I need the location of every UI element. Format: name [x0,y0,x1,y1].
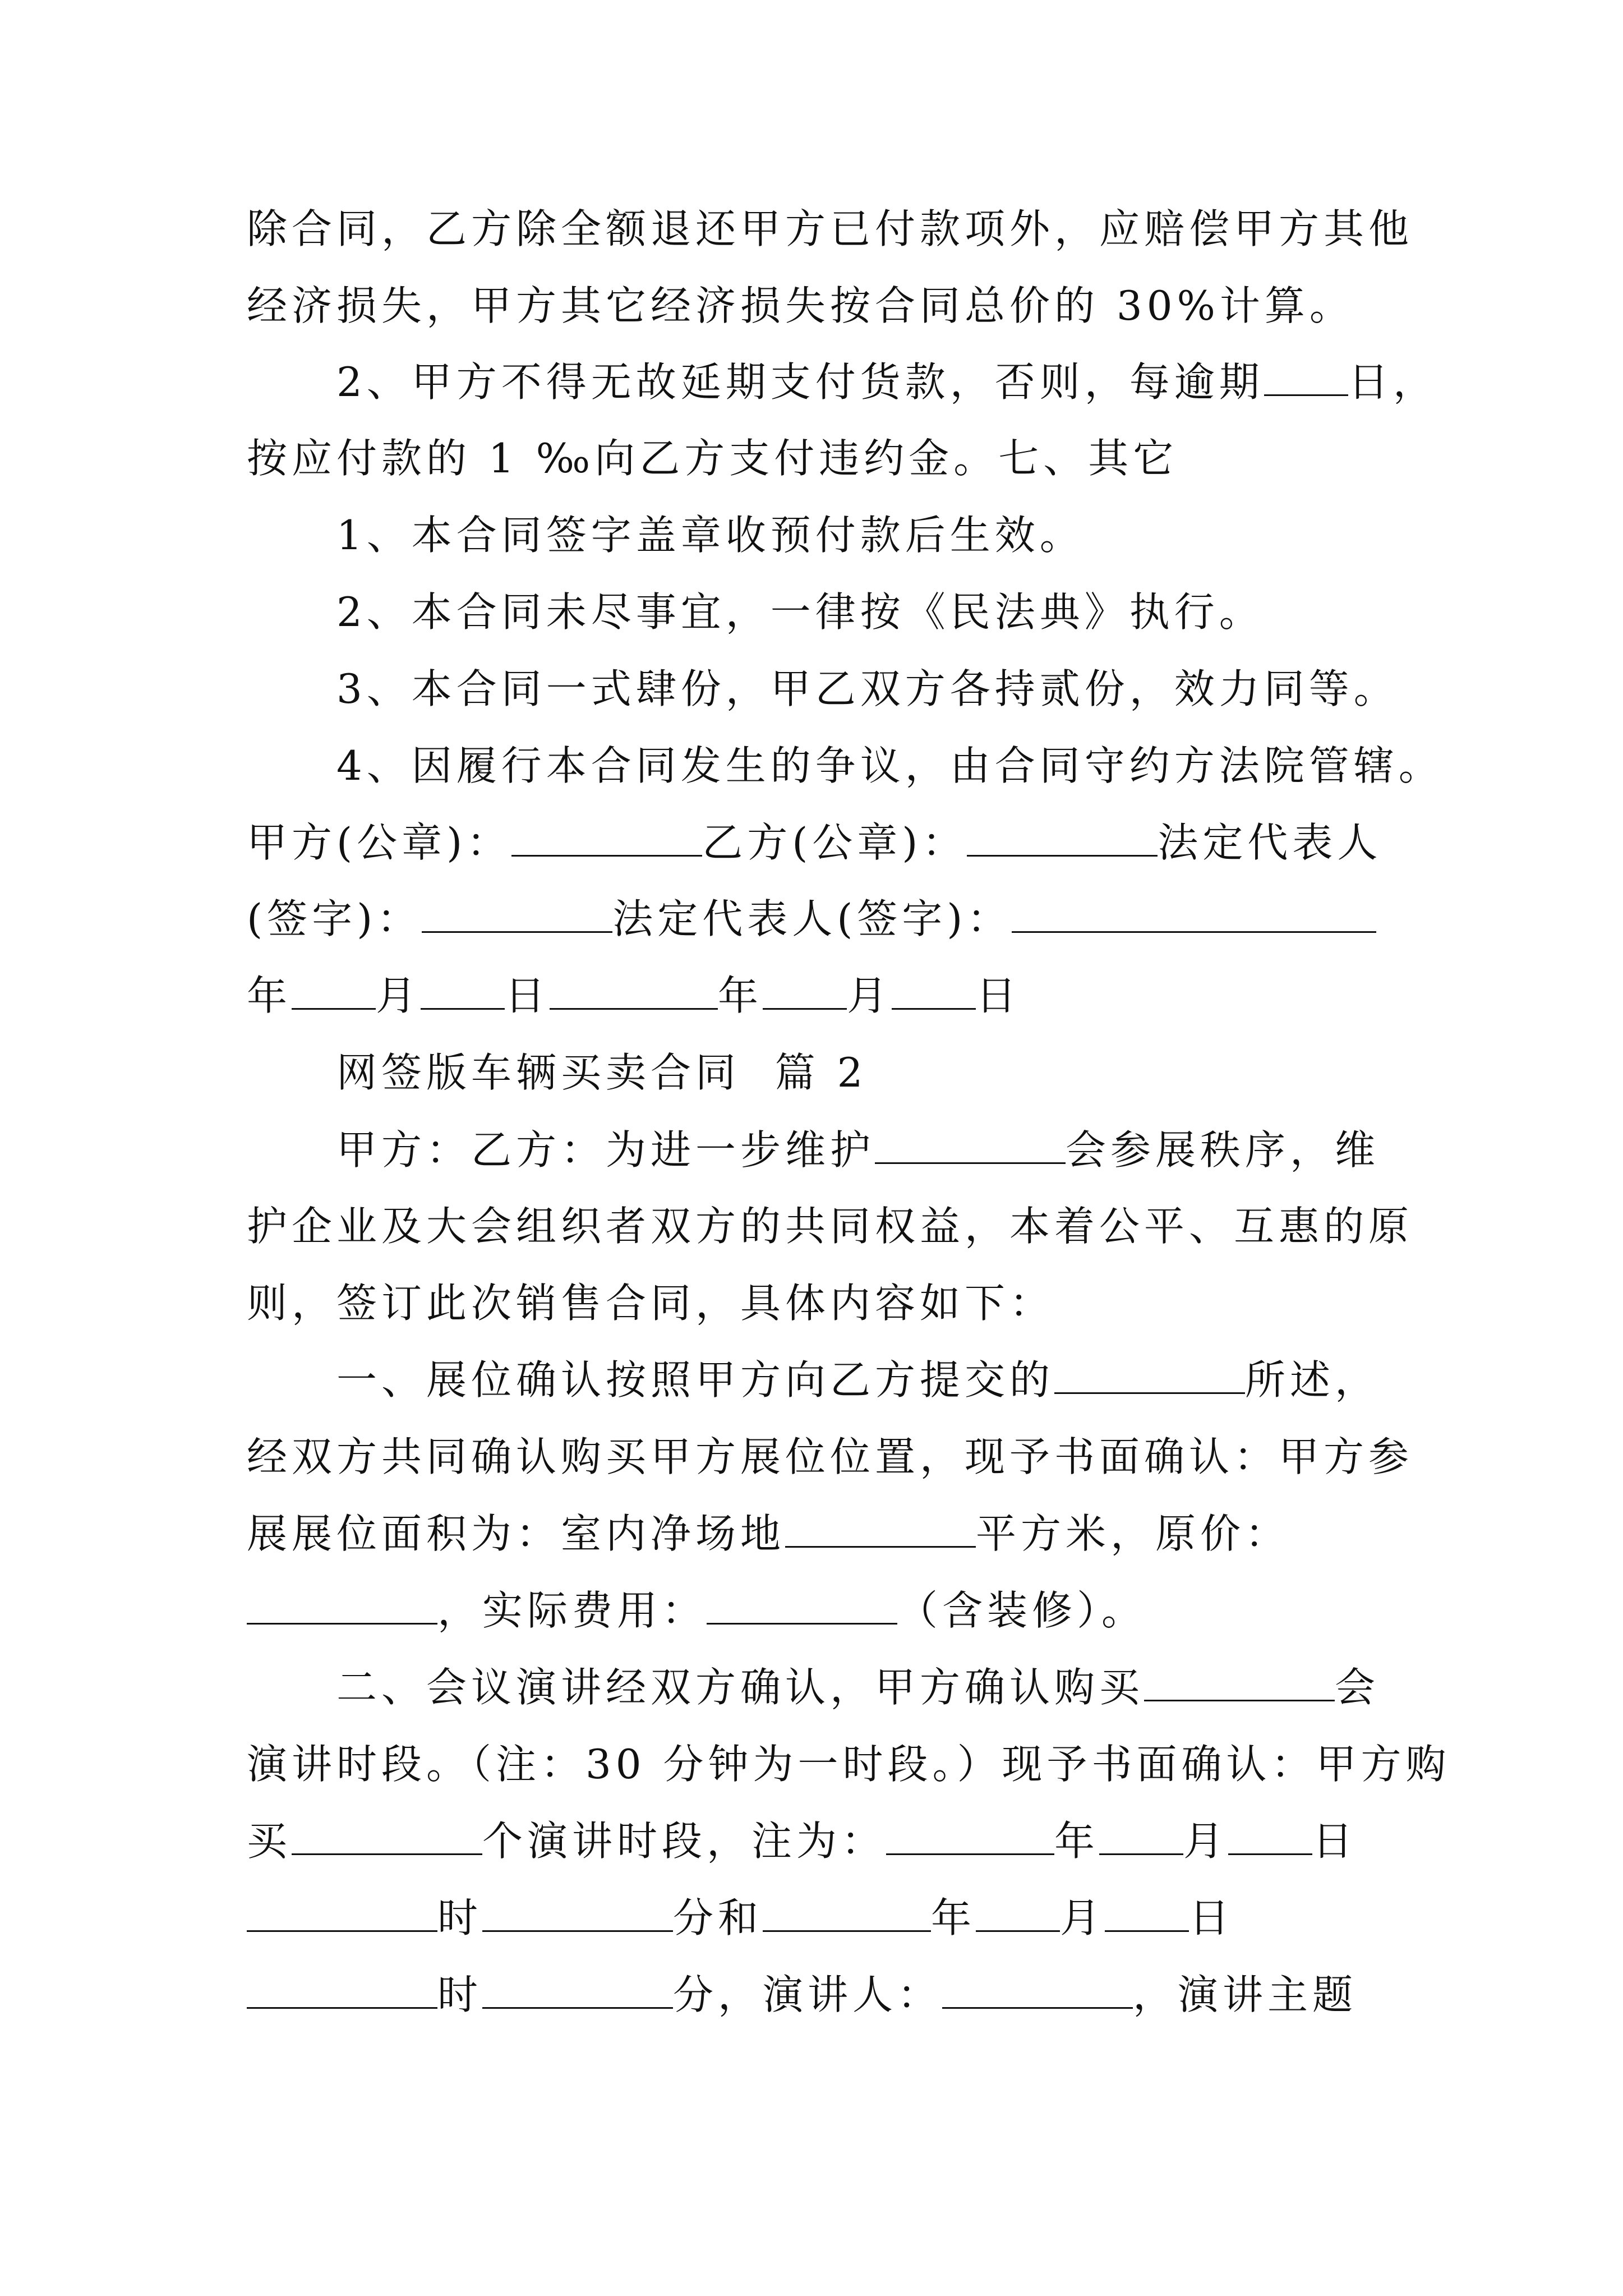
section-title [336,1050,867,1095]
text-run: 分，演讲人： [673,1971,943,2018]
blank-underline [292,973,376,1010]
blank-underline [875,1128,1066,1164]
blank-underline [886,1819,1054,1855]
text-line [247,1819,1357,1864]
blank-underline [247,1895,437,1932]
text-line [247,1204,1413,1249]
text-run: 日 [1312,1818,1358,1865]
text-line [336,1665,1380,1710]
text-run: 平方米，原价： [976,1510,1290,1557]
text-run: 个演讲时段，注为： [482,1818,887,1865]
blank-underline [292,1819,482,1855]
blank-underline [247,1972,437,2009]
text-line [247,1972,1357,2017]
blank-underline [785,1511,976,1548]
text-run: 经济损失，甲方其它经济损失按合同总价的 30%计算。 [247,282,1354,329]
text-run: 护企业及大会组织者双方的共同权益，本着公平、互惠的原 [247,1203,1414,1250]
blank-underline [550,973,718,1010]
blank-underline [942,1972,1133,2009]
text-run: 甲方：乙方：为进一步维护 [336,1126,875,1174]
text-run: ，演讲主题 [1133,1971,1358,2018]
blank-underline [763,1895,931,1932]
blank-underline [967,820,1158,857]
text-run: 演讲时段。（注：30 分钟为一时段。）现予书面确认：甲方购 [247,1741,1451,1788]
blank-underline [1099,1819,1183,1855]
text-run: 则，签订此次销售合同，具体内容如下： [247,1280,1055,1327]
text-run: 日 [1189,1894,1234,1941]
blank-underline [892,973,976,1010]
text-run: 法定代表人 [1158,819,1382,866]
text-run: ，实际费用： [437,1587,707,1634]
text-run: 1、本合同签字盖章收预付款后生效。 [336,512,1085,559]
text-run: 日， [1348,358,1438,406]
text-run: 会参展秩序，维 [1066,1126,1380,1174]
text-line [336,1128,1380,1172]
text-line [247,1281,1054,1326]
blank-underline [482,1972,673,2009]
text-line [336,360,1438,404]
text-run: 时 [437,1894,483,1941]
text-line [247,283,1354,328]
blank-underline [1054,1358,1245,1394]
text-run: （含装修）。 [897,1587,1147,1634]
text-run: 二、会议演讲经双方确认，甲方确认购买 [336,1664,1145,1711]
text-run: 会 [1335,1664,1380,1711]
text-run: 年 [247,972,292,1019]
text-run: 一、展位确认按照甲方向乙方提交的 [336,1356,1055,1404]
text-run: 除合同，乙方除全额退还甲方已付款项外，应赔偿甲方其他 [247,205,1414,252]
text-line [336,666,1399,711]
text-run: 年 [931,1894,976,1941]
text-run: 月 [376,972,421,1019]
text-run: 日 [505,972,550,1019]
text-run: 年 [718,972,763,1019]
text-run: 月 [1060,1894,1105,1941]
text-line [336,590,1264,634]
text-run: 3、本合同一式肆份，甲乙双方各持贰份，效力同等。 [336,665,1399,712]
text-run: 法定代表人(签字)： [612,895,1012,942]
text-line [336,513,1085,558]
text-line [247,206,1413,251]
blank-underline [976,1895,1060,1932]
date-line [247,973,1021,1018]
text-run: (签字)： [247,895,422,942]
text-line [247,1434,1413,1479]
text-run: 所述， [1245,1356,1380,1404]
text-run: 月 [847,972,892,1019]
blank-underline [1012,896,1376,933]
text-run: 按应付款的 1 ‰向乙方支付违约金。七、其它 [247,435,1178,482]
blank-underline [511,820,702,857]
text-run: 经双方共同确认购买甲方展位位置，现予书面确认：甲方参 [247,1433,1414,1480]
text-line [247,1511,1290,1556]
text-run: 分和 [673,1894,763,1941]
text-line [336,1358,1380,1402]
text-run: 2、本合同未尽事宜，一律按《民法典》执行。 [336,588,1264,636]
text-run: 网签版车辆买卖合同 篇 2 [336,1049,868,1096]
blank-underline [1228,1819,1312,1855]
text-run: 年 [1054,1818,1100,1865]
signature-line [247,820,1382,865]
text-run: 月 [1183,1818,1229,1865]
text-run: 甲方(公章)： [247,819,512,866]
blank-underline [1105,1895,1189,1932]
text-line [247,1742,1451,1787]
text-line [247,436,1178,481]
text-line [247,1895,1234,1940]
text-run: 买 [247,1818,292,1865]
text-line [247,1588,1146,1633]
blank-underline [247,1588,437,1625]
blank-underline [421,973,505,1010]
blank-underline [763,973,847,1010]
signature-line [247,896,1376,941]
blank-underline [482,1895,673,1932]
text-run: 2、甲方不得无故延期支付货款，否则，每逾期 [336,358,1264,406]
blank-underline [1264,360,1348,396]
text-line [336,743,1444,788]
text-run: 展展位面积为：室内净场地 [247,1510,786,1557]
text-run: 乙方(公章)： [702,819,967,866]
text-run: 日 [976,972,1021,1019]
text-run: 时 [437,1971,483,2018]
text-run: 4、因履行本合同发生的争议，由合同守约方法院管辖。 [336,742,1444,789]
blank-underline [707,1588,897,1625]
blank-underline [1144,1665,1335,1701]
blank-underline [422,896,612,933]
